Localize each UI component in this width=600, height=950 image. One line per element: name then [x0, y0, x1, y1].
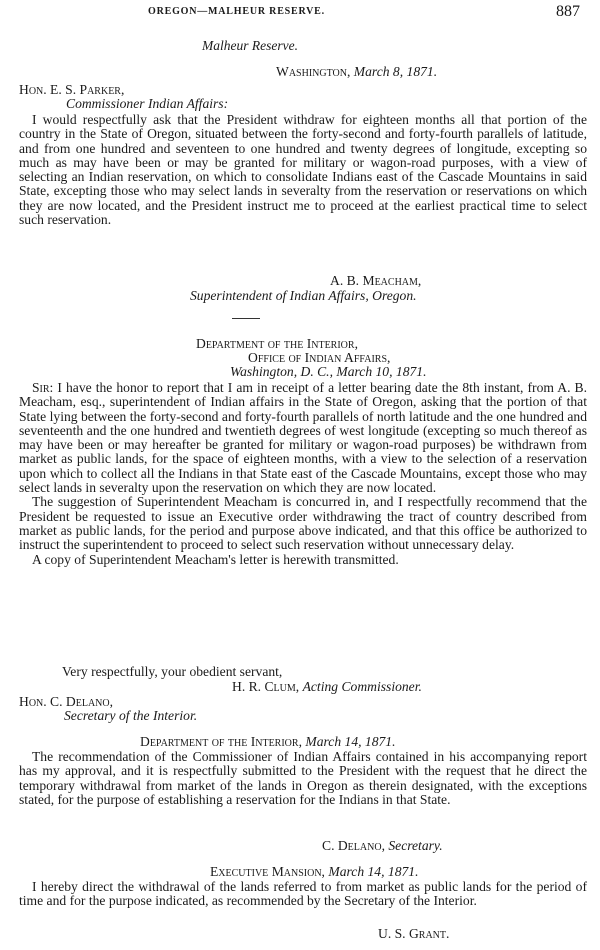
section-title: Malheur Reserve. [202, 38, 298, 53]
letter1-signer-title: Superintendent of Indian Affairs, Oregon. [190, 288, 417, 303]
letter2-body [19, 381, 587, 567]
letter2-signer-name: H. R. Clum, [232, 679, 300, 694]
letter2-department: Department of the Interior, [196, 336, 358, 351]
letter1-addressee-name: Hon. E. S. Parker, [19, 82, 125, 97]
letter1-dateline-place: Washington, [276, 64, 351, 79]
letter3-department: Department of the Interior, [140, 734, 302, 749]
letter2-para3: A copy of Superintendent Meacham's letter is herewith transmitted. [32, 551, 399, 567]
letter1-dateline-date: March 8, 1871. [353, 64, 438, 79]
letter2-para1 [19, 381, 587, 495]
letter4-heading [210, 864, 419, 880]
letter4-body [19, 880, 587, 909]
letter2-para1-text: I have the honor to report that I am in receipt of a letter bearing date the 8th instant, from A. B. Meacham, esq., superintendent of Indian affairs in the State of Oregon, asking that the portion of that State lying between the forty-second and forty-fourth parallels of north latitude and the one hundred and seventeenth and the one hundred and twentieth degrees of west longitude (excepting so much thereof as may have been or may hereafter be granted for military or wagon-road purposes) be withdrawn from market as public lands, for the space of eighteen months, with a view to the selection of a reservation upon which to collect all the Indians in that State east of the Cascade Mountains, except those who may select lands in severalty upon the reservation on which they are now located. [19, 380, 587, 496]
letter3-signer-name: C. Delano, [322, 838, 385, 853]
letter2-signer-title: Acting Commissioner. [302, 679, 422, 694]
letter2-para2: The suggestion of Superintendent Meacham is concurred in, and I respectfully recommend that the President be requested to issue an Executive order withdrawing the tract of country described from market as public lands, for the period and purpose above indicated, and that this office be authorized to instruct the superintendent to proceed to select such reservation without unnecessary delay. [19, 494, 587, 553]
letter1-signer-name: A. B. Meacham, [330, 273, 422, 288]
letter3-body-text: The recommendation of the Commissioner of Indian Affairs contained in his accompanying report has my approval, and it is respectfully submitted to the President with the request that he direct the temporary withdrawal from market of the lands in Oregon as therein designated, with the exceptions stated, for the purpose of establishing a reservation for the Indians in that State. [19, 749, 587, 807]
page-number: 887 [556, 3, 580, 20]
letter4-signer: U. S. Grant. [378, 926, 450, 941]
letter3-signature [322, 838, 443, 854]
letter1-body [19, 113, 587, 227]
letter2-closing: Very respectfully, your obedient servant, [62, 664, 283, 679]
letter1-body-text: I would respectfully ask that the President withdraw for eighteen months all that portion of the country in the State of Oregon, situated between the forty-second and forty-fourth parallels of latitude, and from one hundred and seventeen to one hundred and twenty degrees of longitude, excepting so much as may have been or may be granted for military or wagon-road purposes, with a view of selecting an Indian reservation, on which to consolidate Indians east of the Cascade Mountains in said State, excepting those who may select lands in severalty from the reservation or reservations on which they are now located, and the President instruct me to proceed at the earliest practical time to select such reservation. [19, 112, 587, 228]
letter3-signer-title: Secretary. [388, 838, 443, 853]
letter4-place: Executive Mansion, [210, 864, 325, 879]
section-divider [232, 318, 260, 319]
letter2-dateline: Washington, D. C., March 10, 1871. [230, 364, 427, 379]
letter4-body-text: I hereby direct the withdrawal of the lands referred to from market as public lands for the period of time and for the purpose indicated, as recommended by the Secretary of the Interior. [19, 879, 587, 909]
letter3-body [19, 750, 587, 807]
letter2-addressee-name: Hon. C. Delano, [19, 694, 114, 709]
letter1-addressee-title: Commissioner Indian Affairs: [66, 96, 229, 111]
letter2-signature [232, 679, 422, 695]
letter3-heading [140, 734, 396, 750]
letter1-dateline [276, 64, 437, 80]
running-header: OREGON—MALHEUR RESERVE. [148, 6, 325, 17]
letter2-addressee-title: Secretary of the Interior. [64, 708, 198, 723]
letter2-office: Office of Indian Affairs, [248, 350, 391, 365]
letter2-salutation: Sir: [32, 380, 54, 395]
letter3-date: March 14, 1871. [305, 734, 396, 749]
letter4-date: March 14, 1871. [328, 864, 419, 879]
